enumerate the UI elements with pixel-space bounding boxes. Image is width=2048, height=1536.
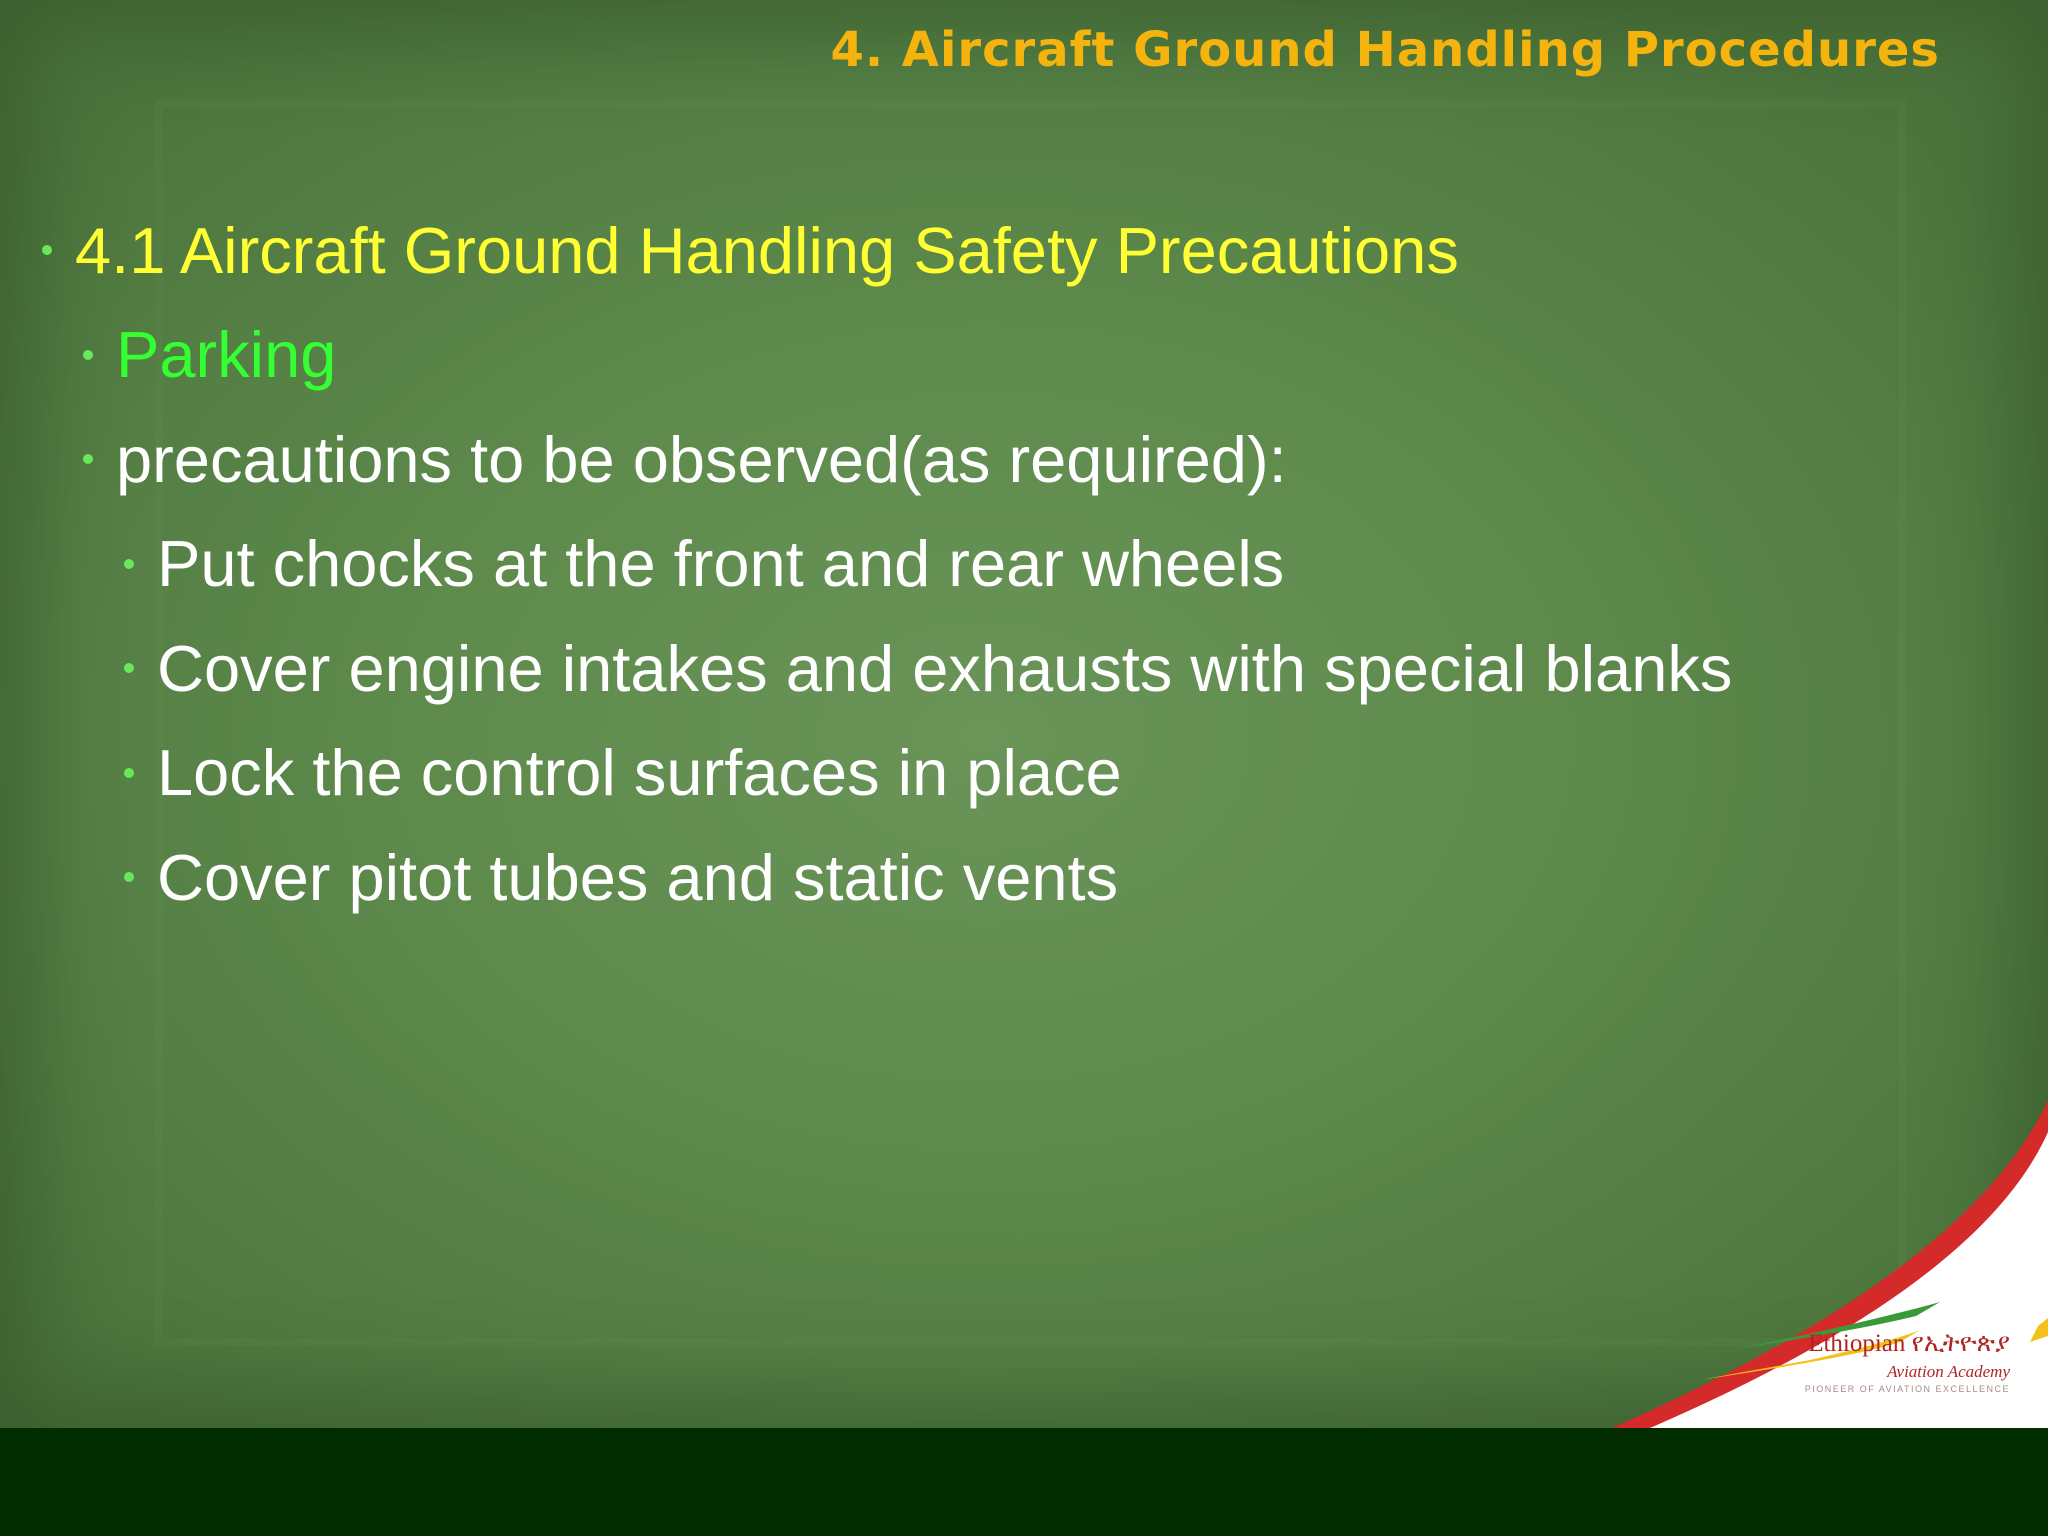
bullet-text: Lock the control surfaces in place [157, 736, 1122, 810]
bullet-item [0, 198, 1960, 303]
bullet-text: precautions to be observed(as required): [116, 422, 1287, 496]
bullet-dot-icon [83, 454, 93, 464]
bullet-text: Put chocks at the front and rear wheels [157, 527, 1285, 601]
logo-name: Ethiopian የኢትዮጵያ [1808, 1330, 2010, 1357]
logo-tagline: PIONEER OF AVIATION EXCELLENCE [1804, 1384, 2010, 1394]
slide-title: 4. Aircraft Ground Handling Procedures [830, 22, 1940, 78]
bullet-text: Cover engine intakes and exhausts with special blanks [157, 631, 1733, 705]
bullet-dot-icon [42, 245, 52, 255]
bullet-dot-icon [124, 663, 134, 673]
bullet-dot-icon [124, 559, 134, 569]
footer-band [0, 1428, 2048, 1536]
logo-subtitle: Aviation Academy [1887, 1362, 2010, 1381]
bullet-list [0, 198, 1960, 930]
bullet-dot-icon [124, 768, 134, 778]
bullet-item [0, 512, 1960, 617]
bullet-dot-icon [124, 872, 134, 882]
bullet-item [0, 616, 1960, 721]
bullet-item [0, 303, 1960, 408]
bullet-item [0, 721, 1960, 826]
bullet-text: Cover pitot tubes and static vents [157, 840, 1119, 914]
bullet-item [0, 407, 1960, 512]
bullet-item [0, 825, 1960, 930]
bullet-dot-icon [83, 350, 93, 360]
bullet-text: Parking [116, 318, 337, 392]
bullet-text: 4.1 Aircraft Ground Handling Safety Precautions [75, 213, 1459, 287]
